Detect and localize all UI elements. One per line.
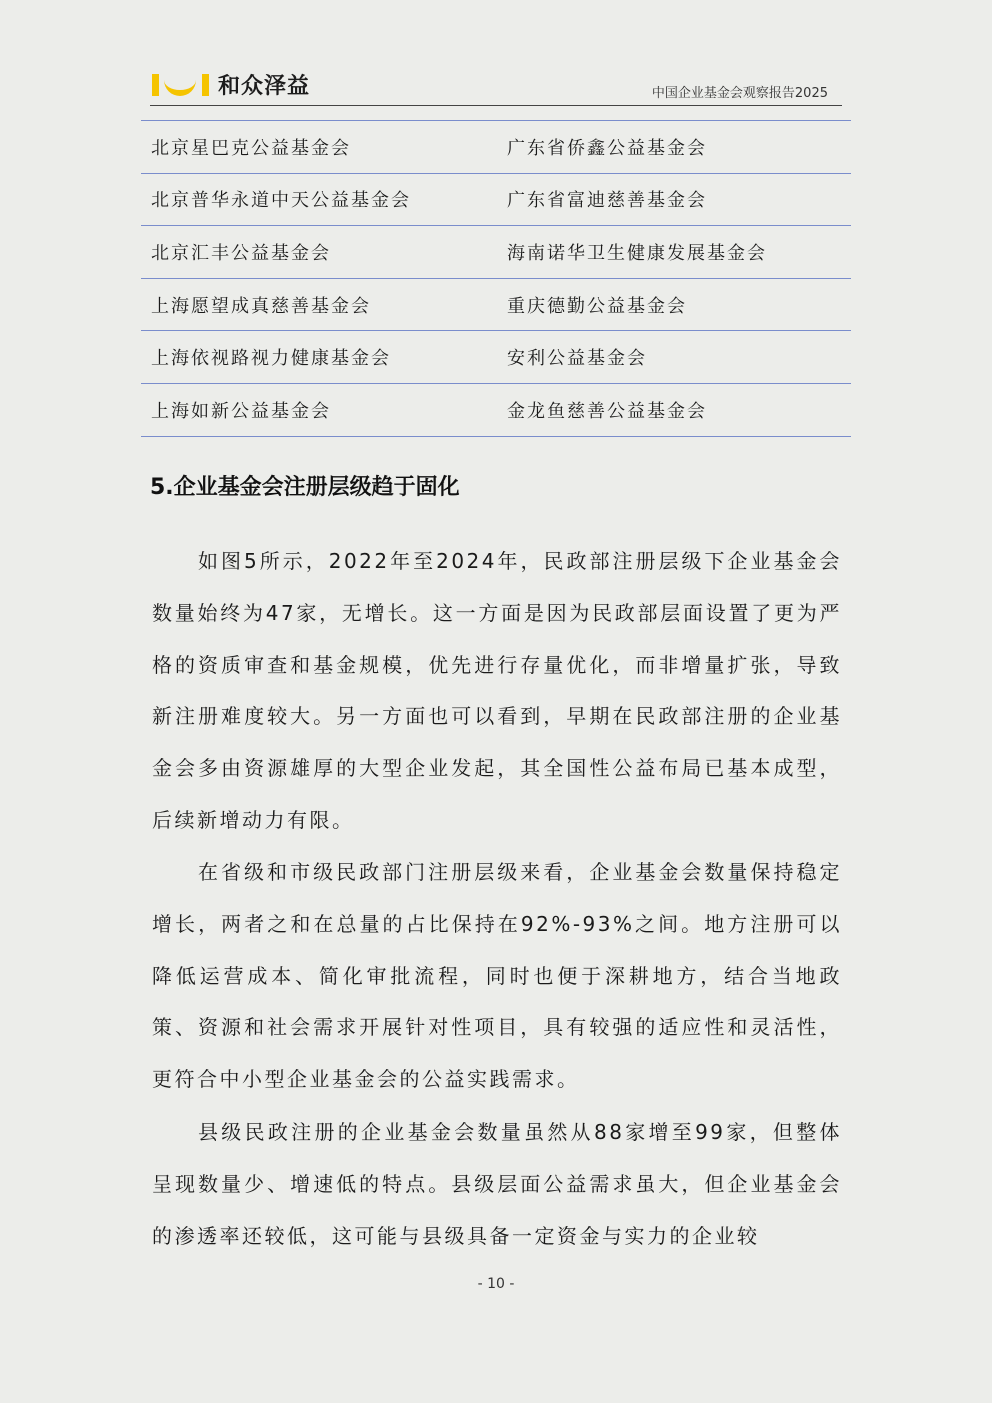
table-cell: 北京星巴克公益基金会: [151, 137, 351, 159]
table-cell: 广东省富迪慈善基金会: [507, 190, 707, 212]
table-row: [141, 278, 851, 331]
table-cell: 海南诺华卫生健康发展基金会: [507, 242, 767, 264]
logo-text: 和众泽益: [218, 73, 311, 99]
table-row: [141, 226, 851, 279]
table-row: [141, 173, 851, 226]
header-divider: [150, 105, 842, 106]
report-title: 中国企业基金会观察报告2025: [651, 86, 828, 101]
page-number: - 10 -: [477, 1276, 515, 1292]
table-cell: 北京汇丰公益基金会: [151, 242, 331, 264]
table-cell: 重庆德勤公益基金会: [507, 295, 687, 317]
section-heading: 5.企业基金会注册层级趋于固化: [150, 475, 460, 500]
table-cell: 上海愿望成真慈善基金会: [151, 295, 371, 317]
foundation-table: [141, 120, 851, 437]
table-cell: 北京普华永道中天公益基金会: [151, 190, 411, 212]
page-header: [150, 66, 842, 106]
body-paragraph: 在省级和市级民政部门注册层级来看，企业基金会数量保持稳定增长，两者之和在总量的占比保持在92%-93%之间。地方注册可以降低运营成本、简化审批流程，同时也便于深耕地方，结合当地政策、资源和社会需求开展针对性项目，具有较强的适应性和灵活性，更符合中小型企业基金会的公益实践需求。: [152, 860, 842, 1092]
table-cell: 广东省侨鑫公益基金会: [507, 137, 707, 159]
logo: [150, 70, 310, 98]
table-cell: 上海如新公益基金会: [151, 400, 331, 422]
table-cell: 金龙鱼慈善公益基金会: [507, 400, 707, 422]
table-row: [141, 121, 851, 174]
body-paragraph: 如图5所示，2022年至2024年，民政部注册层级下企业基金会数量始终为47家，无增长。这一方面是因为民政部层面设置了更为严格的资质审查和基金规模，优先进行存量优化，而非增量扩张，导致新注册难度较大。另一方面也可以看到，早期在民政部注册的企业基金会多由资源雄厚的大型企业发起，其全国性公益布局已基本成型，后续新增动力有限。: [152, 549, 842, 832]
table-row: [141, 331, 851, 384]
body-paragraph: 县级民政注册的企业基金会数量虽然从88家增至99家，但整体呈现数量少、增速低的特点。县级层面公益需求虽大，但企业基金会的渗透率还较低，这可能与县级具备一定资金与实力的企业较: [152, 1120, 842, 1248]
table-cell: 安利公益基金会: [507, 348, 647, 370]
table-cell: 上海依视路视力健康基金会: [151, 348, 391, 370]
logo-mark-icon: [150, 70, 212, 98]
table-row: [141, 383, 851, 436]
